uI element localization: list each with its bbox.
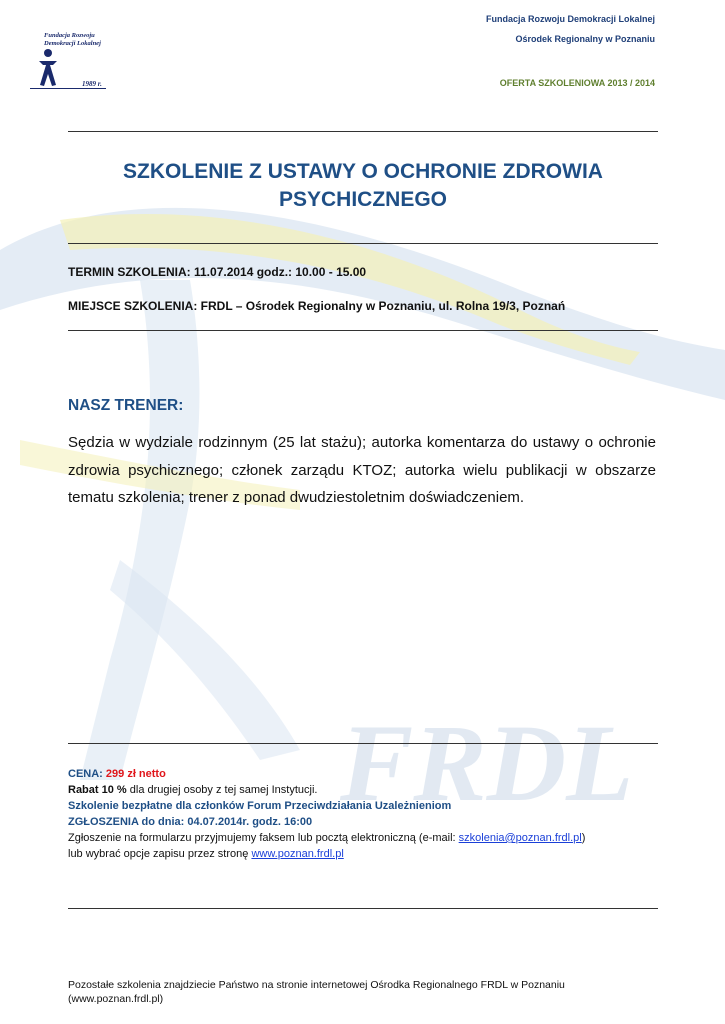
price-label: CENA: [68,768,103,780]
registration-deadline: ZGŁOSZENIA do dnia: 04.07.2014r. godz. 16:00 [68,816,313,828]
site-line [68,846,585,862]
footer-line2: (www.poznan.frdl.pl) [68,993,164,1005]
divider-pricing [68,743,658,744]
logo-text-line2: Demokracji Lokalnej [44,40,101,47]
footer-note [68,978,565,1006]
site-text: lub wybrać opcje zapisu przez stronę [68,848,252,860]
training-date: TERMIN SZKOLENIA: 11.07.2014 godz.: 10.00 - 15.00 [68,265,367,279]
pricing-block [68,766,585,862]
divider-bottom [68,908,658,909]
header-org-name: Fundacja Rozwoju Demokracji Lokalnej [485,14,655,24]
divider-title [68,243,658,244]
trainer-description: Sędzia w wydziale rodzinnym (25 lat stażu); autorka komentarza do ustawy o ochronie zdrowia psychicznego; członek zarządu KTOZ; autorka wielu publikacji w obszarze tematu szkolenia; trener z ponad dwudziestoletnim doświadczeniem. [68,434,656,506]
divider-top [68,131,658,132]
discount-bold: Rabat 10 % [68,784,127,796]
logo-underline [30,88,106,89]
svg-text:FRDL: FRDL [340,702,634,824]
divider-details [68,330,658,331]
discount-line [68,782,585,798]
trainer-heading: NASZ TRENER: [68,397,184,414]
training-place: MIEJSCE SZKOLENIA: FRDL – Ośrodek Regionalny w Poznaniu, ul. Rolna 19/3, Poznań [68,299,566,313]
email-link[interactable]: szkolenia@poznan.frdl.pl [458,832,582,844]
apply-line [68,830,585,846]
logo-text-line1: Fundacja Rozwoju [44,32,95,39]
logo-year: 1989 r. [82,80,102,88]
website-link[interactable]: www.poznan.frdl.pl [251,848,344,860]
footer-line1: Pozostałe szkolenia znajdziecie Państwo na stronie internetowej Ośrodka Regionalnego FRDL w Poznaniu [68,979,565,991]
header-offer: OFERTA SZKOLENIOWA 2013 / 2014 [499,78,655,88]
price-line [68,766,585,782]
apply-text: Zgłoszenie na formularzu przyjmujemy faksem lub pocztą elektroniczną (e-mail: [68,832,459,844]
running-figure-icon [34,48,62,88]
title-line2: PSYCHICZNEGO [278,188,448,211]
frdl-logo [30,32,110,92]
free-note: Szkolenie bezpłatne dla członków Forum Przeciwdziałania Uzależnieniom [68,800,452,812]
page-title [68,158,658,214]
apply-close: ) [581,832,586,844]
price-value: 299 zł netto [105,768,166,780]
title-line1: SZKOLENIE Z USTAWY O OCHRONIE ZDROWIA [123,160,603,183]
discount-rest: dla drugiej osoby z tej samej Instytucji. [126,784,318,796]
header-center-name: Ośrodek Regionalny w Poznaniu [515,34,655,44]
